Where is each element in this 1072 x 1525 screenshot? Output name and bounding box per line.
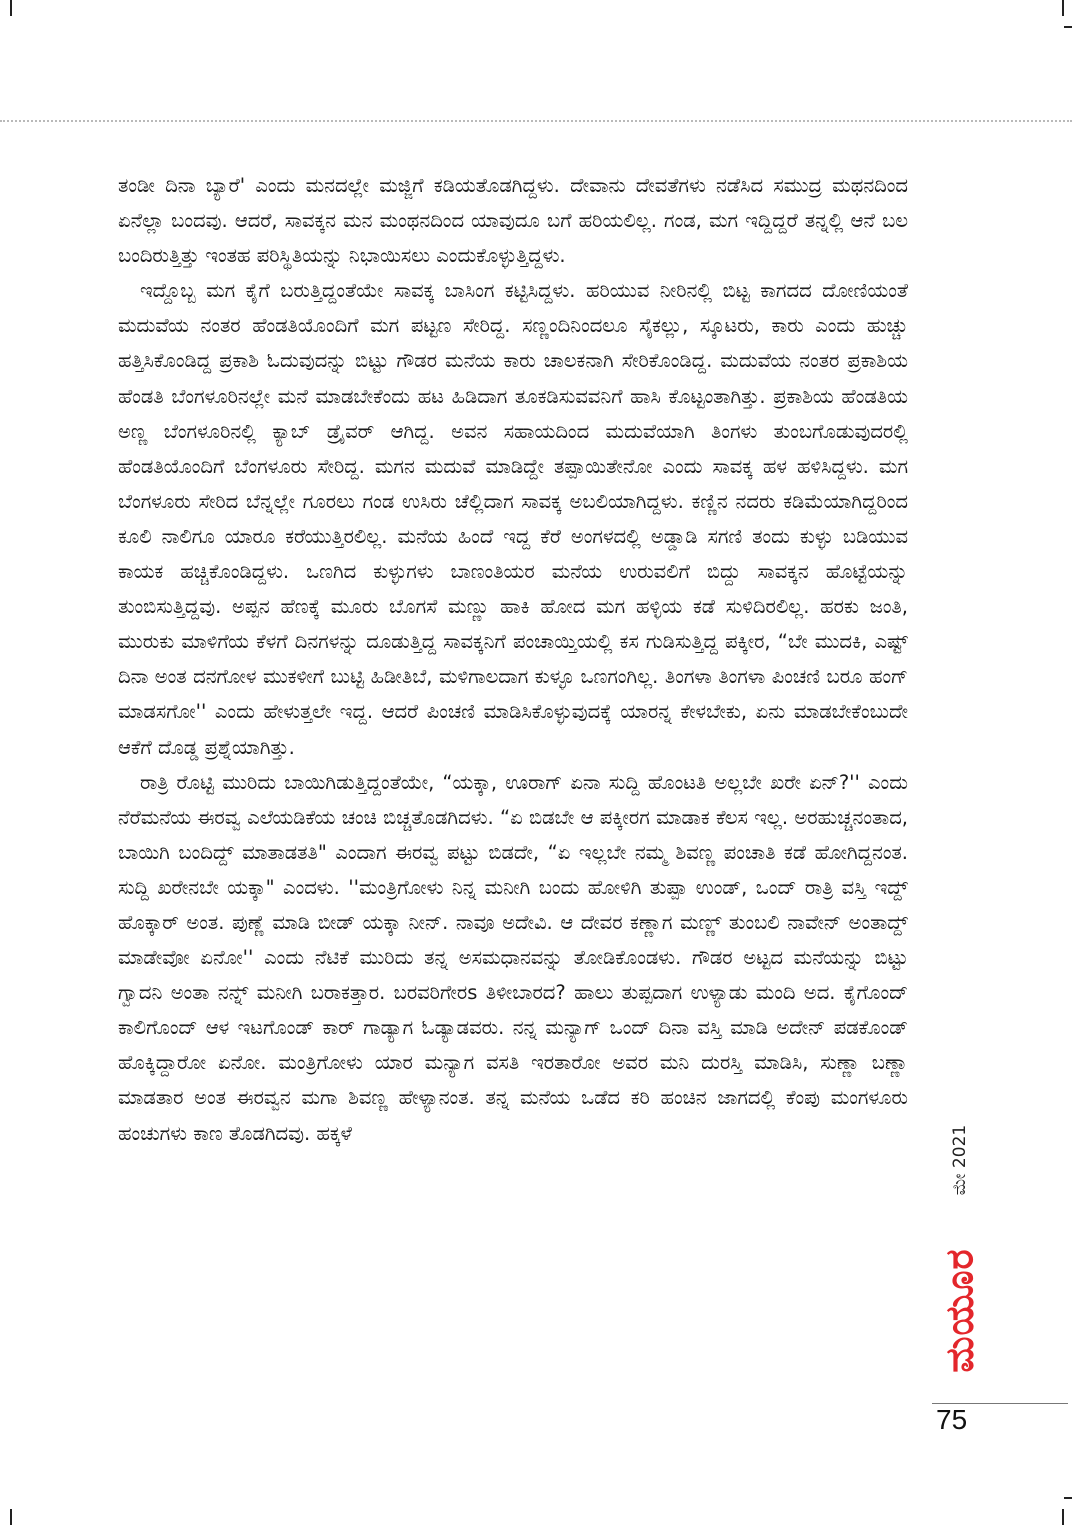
- magazine-masthead: [937, 1225, 982, 1395]
- issue-date: [940, 1105, 980, 1215]
- magazine-side-label: [937, 1105, 982, 1410]
- paragraph-1: ತಂಡೀ ದಿನಾ ಬ್ಯಾರೆ' ಎಂದು ಮನದಲ್ಲೇ ಮಜ್ಜಿಗೆ ಕಡಿಯತೊಡಗಿದ್ದಳು. ದೇವಾನು ದೇವತೆಗಳು ನಡೆಸಿದ ಸಮುದ್ರ ಮಥನದಿಂದ ಏನೆಲ್ಲಾ ಬಂದವು. ಆದರೆ, ಸಾವಕ್ಕನ ಮನ ಮಂಥನದಿಂದ ಯಾವುದೂ ಬಗೆ ಹರಿಯಲಿಲ್ಲ. ಗಂಡ, ಮಗ ಇದ್ದಿದ್ದರೆ ತನ್ನಲ್ಲಿ ಆನೆ ಬಲ ಬಂದಿರುತ್ತಿತ್ತು ಇಂತಹ ಪರಿಸ್ಥಿತಿಯನ್ನು ನಿಭಾಯಿಸಲು ಎಂದುಕೊಳ್ಳುತ್ತಿದ್ದಳು.: [118, 174, 908, 268]
- paragraph-2: ಇದ್ದೊಬ್ಬ ಮಗ ಕೈಗೆ ಬರುತ್ತಿದ್ದಂತೆಯೇ ಸಾವಕ್ಕ ಬಾಸಿಂಗ ಕಟ್ಟಿಸಿದ್ದಳು. ಹರಿಯುವ ನೀರಿನಲ್ಲಿ ಬಿಟ್ಟ ಕಾಗದದ ದೋಣಿಯಂತೆ ಮದುವೆಯ ನಂತರ ಹೆಂಡತಿಯೊಂದಿಗೆ ಮಗ ಪಟ್ಟಣ ಸೇರಿದ್ದ. ಸಣ್ಣಂದಿನಿಂದಲೂ ಸೈಕಲ್ಲು, ಸ್ಕೂಟರು, ಕಾರು ಎಂದು ಹುಚ್ಚು ಹತ್ತಿಸಿಕೊಂಡಿದ್ದ ಪ್ರಕಾಶಿ ಓದುವುದನ್ನು ಬಿಟ್ಟು ಗೌಡರ ಮನೆಯ ಕಾರು ಚಾಲಕನಾಗಿ ಸೇರಿಕೊಂಡಿದ್ದ. ಮದುವೆಯ ನಂತರ ಪ್ರಕಾಶಿಯ ಹೆಂಡತಿ ಬೆಂಗಳೂರಿನಲ್ಲೇ ಮನೆ ಮಾಡಬೇಕೆಂದು ಹಟ ಹಿಡಿದಾಗ ತೂಕಡಿಸುವವನಿಗೆ ಹಾಸಿ ಕೊಟ್ಟಂತಾಗಿತ್ತು. ಪ್ರಕಾಶಿಯ ಹೆಂಡತಿಯ ಅಣ್ಣ ಬೆಂಗಳೂರಿನಲ್ಲಿ ಕ್ಯಾಬ್ ಡ್ರೈವರ್ ಆಗಿದ್ದ. ಅವನ ಸಹಾಯದಿಂದ ಮದುವೆಯಾಗಿ ತಿಂಗಳು ತುಂಬಗೊಡುವುದರಲ್ಲಿ ಹೆಂಡತಿಯೊಂದಿಗೆ ಬೆಂಗಳೂರು ಸೇರಿದ್ದ. ಮಗನ ಮದುವೆ ಮಾಡಿದ್ದೇ ತಪ್ಪಾಯಿತೇನೋ ಎಂದು ಸಾವಕ್ಕ ಹಳ ಹಳಿಸಿದ್ದಳು. ಮಗ ಬೆಂಗಳೂರು ಸೇರಿದ ಬೆನ್ನಲ್ಲೇ ಗೂರಲು ಗಂಡ ಉಸಿರು ಚೆಲ್ಲಿದಾಗ ಸಾವಕ್ಕ ಅಬಲಿಯಾಗಿದ್ದಳು. ಕಣ್ಣಿನ ನದರು ಕಡಿಮೆಯಾಗಿದ್ದರಿಂದ ಕೂಲಿ ನಾಲಿಗೂ ಯಾರೂ ಕರೆಯುತ್ತಿರಲಿಲ್ಲ. ಮನೆಯ ಹಿಂದೆ ಇದ್ದ ಕೆರೆ ಅಂಗಳದಲ್ಲಿ ಅಡ್ಡಾಡಿ ಸಗಣಿ ತಂದು ಕುಳ್ಳು ಬಡಿಯುವ ಕಾಯಕ ಹಚ್ಚಿಕೊಂಡಿದ್ದಳು. ಒಣಗಿದ ಕುಳ್ಳುಗಳು ಬಾಣಂತಿಯರ ಮನೆಯ ಉರುವಲಿಗೆ ಬಿದ್ದು ಸಾವಕ್ಕನ ಹೊಟ್ಟೆಯನ್ನು ತುಂಬಿಸುತ್ತಿದ್ದವು. ಅಪ್ಪನ ಹೆಣಕ್ಕೆ ಮೂರು ಬೊಗಸೆ ಮಣ್ಣು ಹಾಕಿ ಹೋದ ಮಗ ಹಳ್ಳಿಯ ಕಡೆ ಸುಳಿದಿರಲಿಲ್ಲ. ಹರಕು ಜಂತಿ, ಮುರುಕು ಮಾಳಿಗೆಯ ಕೆಳಗೆ ದಿನಗಳನ್ನು ದೂಡುತ್ತಿದ್ದ ಸಾವಕ್ಕನಿಗೆ ಪಂಚಾಯ್ತಿಯಲ್ಲಿ ಕಸ ಗುಡಿಸುತ್ತಿದ್ದ ಪಕ್ಕೀರ, “ಬೇ ಮುದಕಿ, ಎಷ್ಟ್ ದಿನಾ ಅಂತ ದನಗೋಳ ಮುಕಳೀಗೆ ಬುಟ್ಟಿ ಹಿಡೀತಿಬೆ, ಮಳಿಗಾಲದಾಗ ಕುಳ್ಳೂ ಒಣಗಂಗಿಲ್ಲ. ತಿಂಗಳಾ ತಿಂಗಳಾ ಪಿಂಚಣಿ ಬರೂ ಹಂಗ್ ಮಾಡಸಗೋ'' ಎಂದು ಹೇಳುತ್ತಲೇ ಇದ್ದ. ಆದರೆ ಪಿಂಚಣಿ ಮಾಡಿಸಿಕೊಳ್ಳುವುದಕ್ಕೆ ಯಾರನ್ನ ಕೇಳಬೇಕು, ಏನು ಮಾಡಬೇಕೆಂಬುದೇ ಆಕೆಗೆ ದೊಡ್ಡ ಪ್ರಶ್ನೆಯಾಗಿತ್ತು.: [118, 279, 908, 759]
- masthead-text: ಮಯೂರ: [937, 1247, 982, 1373]
- crop-mark-top-right: [1062, 0, 1064, 16]
- crop-mark-bottom-right: [1062, 1509, 1064, 1525]
- crop-mark-bottom-right-tick: [1064, 1497, 1072, 1499]
- crop-mark-top-right-tick: [1064, 26, 1072, 28]
- issue-date-text: ಮೇ 2021: [950, 1124, 971, 1196]
- paragraph-3: ರಾತ್ರಿ ರೊಟ್ಟಿ ಮುರಿದು ಬಾಯಿಗಿಡುತ್ತಿದ್ದಂತೆಯೇ, “ಯಕ್ಕಾ, ಊರಾಗ್ ಏನಾ ಸುದ್ದಿ ಹೊಂಟತಿ ಅಲ್ಲಬೇ ಖರೇ ಏನ್?'' ಎಂದು ನೆರೆಮನೆಯ ಈರವ್ವ ಎಲೆಯಡಿಕೆಯ ಚಂಚಿ ಬಿಚ್ಚತೊಡಗಿದಳು. “ಏ ಬಿಡಬೇ ಆ ಪಕ್ಕೀರಗ ಮಾಡಾಕ ಕೆಲಸ ಇಲ್ಲ. ಅರಹುಚ್ಚನಂತಾದ, ಬಾಯಿಗಿ ಬಂದಿದ್ದ್ ಮಾತಾಡತತಿ" ಎಂದಾಗ ಈರವ್ವ ಪಟ್ಟು ಬಿಡದೇ, “ಏ ಇಲ್ಲಬೇ ನಮ್ಮ ಶಿವಣ್ಣ ಪಂಚಾತಿ ಕಡೆ ಹೋಗಿದ್ದನಂತ. ಸುದ್ದಿ ಖರೇನಬೇ ಯಕ್ಕಾ" ಎಂದಳು. ''ಮಂತ್ರಿಗೋಳು ನಿನ್ನ ಮನೀಗಿ ಬಂದು ಹೋಳಿಗಿ ತುಪ್ಪಾ ಉಂಡ್, ಒಂದ್ ರಾತ್ರಿ ವಸ್ತಿ ಇದ್ದ್ ಹೊಕ್ಕಾರ್ ಅಂತ. ಪುಣ್ಣೆ ಮಾಡಿ ಬೀಡ್ ಯಕ್ಕಾ ನೀನ್. ನಾವೂ ಅದೇವಿ. ಆ ದೇವರ ಕಣ್ಣಾಗ ಮಣ್ಣ್ ತುಂಬಲಿ ನಾವೇನ್ ಅಂತಾದ್ದ್ ಮಾಡೇವೋ ಏನೋ'' ಎಂದು ನೆಟಿಕೆ ಮುರಿದು ತನ್ನ ಅಸಮಧಾನವನ್ನು ತೋಡಿಕೊಂಡಳು. ಗೌಡರ ಅಟ್ಟದ ಮನೆಯನ್ನು ಬಿಟ್ಟು ಗ್ವಾದನಿ ಅಂತಾ ನನ್ನ್ ಮನೀಗಿ ಬರಾಕತ್ತಾರ. ಬರವರಿಗೇರs ತಿಳೀಬಾರದ? ಹಾಲು ತುಪ್ಪದಾಗ ಉಳ್ಯಾಡು ಮಂದಿ ಅದ. ಕೈಗೊಂದ್ ಕಾಲಿಗೊಂದ್ ಆಳ ಇಟಗೊಂಡ್ ಕಾರ್ ಗಾಡ್ಯಾಗ ಓಡ್ಯಾಡವರು. ನನ್ನ ಮನ್ಯಾಗ್ ಒಂದ್ ದಿನಾ ವಸ್ತಿ ಮಾಡಿ ಅದೇನ್ ಪಡಕೊಂಡ್ ಹೊಕ್ಕಿದ್ದಾರೋ ಏನೋ. ಮಂತ್ರಿಗೋಳು ಯಾರ ಮನ್ಯಾಗ ವಸತಿ ಇರತಾರೋ ಅವರ ಮನಿ ದುರಸ್ತಿ ಮಾಡಿಸಿ, ಸುಣ್ಣಾ ಬಣ್ಣಾ ಮಾಡತಾರ ಅಂತ ಈರವ್ವನ ಮಗಾ ಶಿವಣ್ಣ ಹೇಳ್ಯಾನಂತ. ತನ್ನ ಮನೆಯ ಒಡೆದ ಕರಿ ಹಂಚಿನ ಜಾಗದಲ್ಲಿ ಕೆಂಪು ಮಂಗಳೂರು ಹಂಚುಗಳು ಕಾಣ ತೊಡಗಿದವು. ಹಕ್ಕಳೆ: [118, 770, 908, 1145]
- crop-mark-bottom-left: [10, 1509, 12, 1525]
- crop-mark-top-left: [10, 0, 12, 16]
- page-number: 75: [936, 1404, 968, 1435]
- article-body: [118, 168, 908, 1418]
- header-dotted-rule: [0, 120, 1072, 122]
